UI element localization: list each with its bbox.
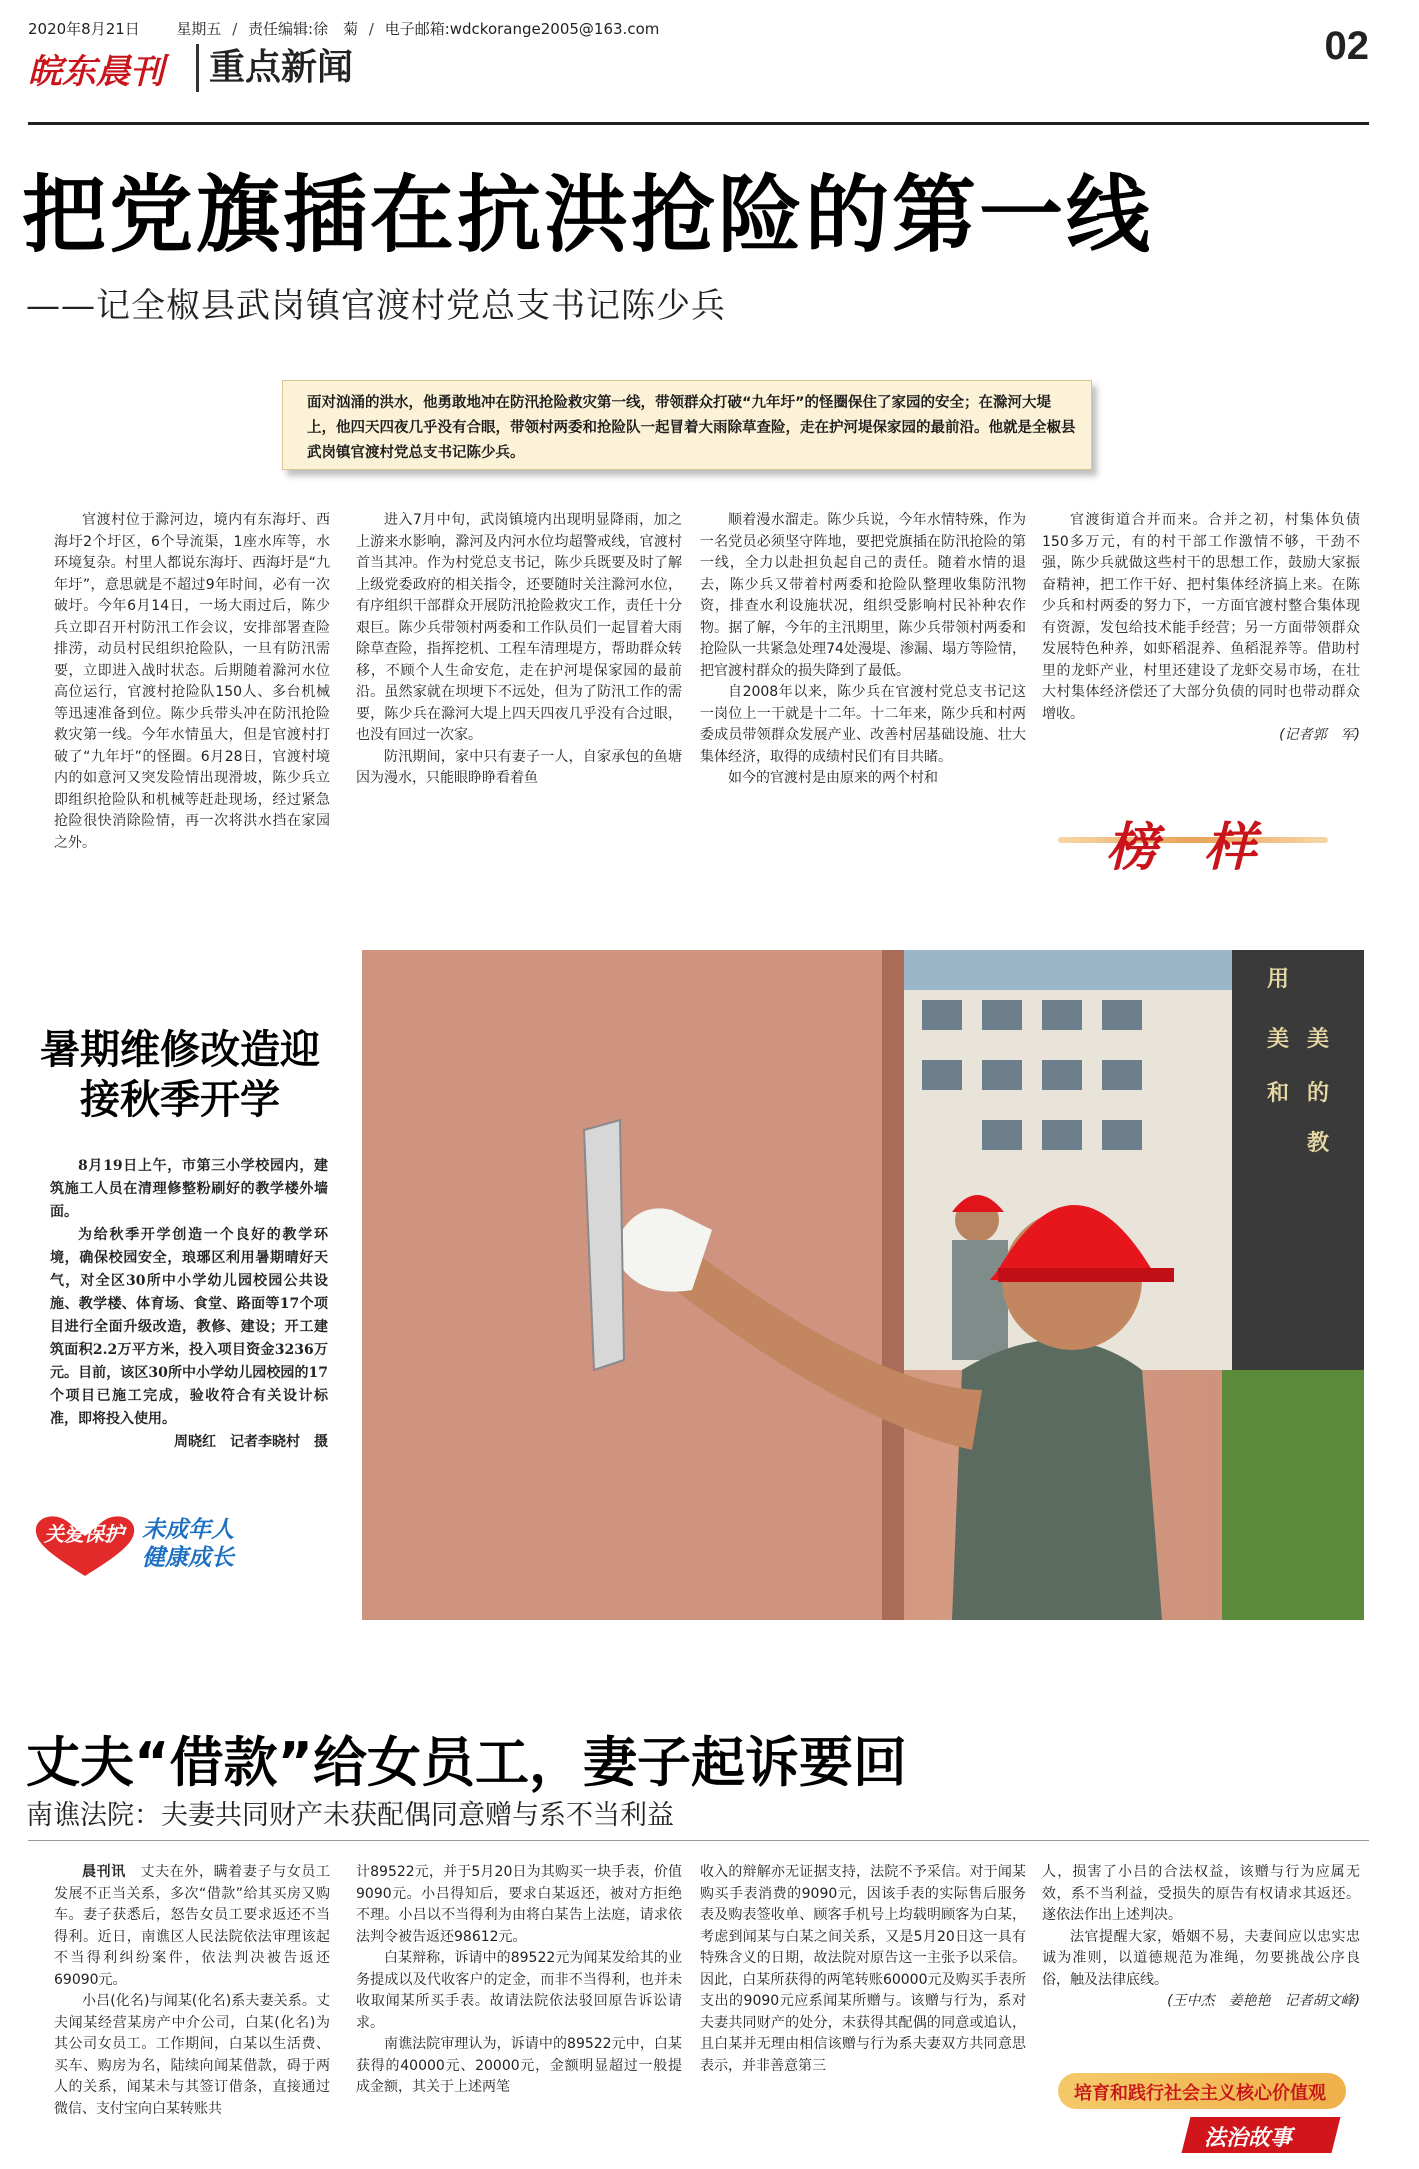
story3-paragraph: 法官提醒大家，婚姻不易，夫妻间应以忠实忠诚为准则，以道德规范为准绳，勿要挑战公序良俗，触及法律底线。 bbox=[1042, 1928, 1360, 1988]
story3-column-1 bbox=[54, 1862, 330, 2162]
logo-slogan-line: 健康成长 bbox=[142, 1545, 234, 1571]
story3-paragraph bbox=[54, 1862, 330, 1991]
story3-column-4 bbox=[1042, 1862, 1360, 2062]
rule-of-law-banner bbox=[1058, 2065, 1346, 2155]
logo-slogan-line: 未成年人 bbox=[142, 1517, 234, 1543]
logo-heart-text: 关爱保护 bbox=[44, 1522, 124, 1546]
story1-paragraph: 官渡街道合并而来。合并之初，村集体负债150多万元，有的村干部工作激情不够，干劲不强，陈少兵就做这些村干的思想工作，鼓励大家振奋精神，把工作干好、把村集体经济搞上来。在陈少兵和村两委的努力下，一方面官渡村整合集体现有资源，发包给技术能手经营；另一方面带领群众发展特色种养，如虾稻混养、鱼稻混养等。借助村里的龙虾产业，村里还建设了龙虾交易市场，在壮大村集体经济偿还了大部分负债的同时也带动群众增收。 bbox=[1042, 512, 1360, 722]
construction-photo bbox=[362, 950, 1364, 1620]
issue-date: 2020年8月21日 bbox=[28, 20, 140, 38]
photo-credit: 周晓红 记者李晓村 摄 bbox=[174, 1434, 328, 1450]
story3-paragraph: 收入的辩解亦无证据支持，法院不予采信。对于闻某购买手表消费的9090元，因该手表的实际售后服务表及购表签收单、顾客手机号上均载明顾客为白某，考虑到闻某与白某之间关系，又是5月20日这一具有特殊含义的日期，故法院对原告这一主张予以采信。因此，白某所获得的两笔转账60000元及购买手表所支出的9090元应系闻某所赠与。该赠与行为，系对夫妻共同财产的处分，未获得其配偶的同意或追认，且白某并无理由相信该赠与行为系夫妻双方共同意思表示，并非善意第三 bbox=[700, 1864, 1026, 2074]
construction-photo-art bbox=[362, 950, 1364, 1620]
section-title: 重点新闻 bbox=[196, 44, 353, 92]
paper-logo: 皖东晨刊 bbox=[28, 52, 164, 92]
issue-weekday: 星期五 bbox=[176, 20, 222, 38]
story3-column-3 bbox=[700, 1862, 1026, 2162]
story1-column-3 bbox=[700, 510, 1026, 882]
story1-column-2 bbox=[356, 510, 682, 882]
story3-paragraph: 人，损害了小吕的合法权益，该赠与行为应属无效，系不当利益，受损失的原告有权请求其返还。遂依法作出上述判决。 bbox=[1042, 1864, 1360, 1923]
main-subheadline: ——记全椒县武岗镇官渡村党总支书记陈少兵 bbox=[26, 286, 726, 326]
story3-byline: (王中杰 姜艳艳 记者胡文峰) bbox=[1167, 1993, 1360, 2009]
page-meta bbox=[28, 18, 659, 39]
wall-slogan-char: 教 bbox=[1307, 1130, 1330, 1156]
story3-dateline: 晨刊讯 bbox=[82, 1864, 126, 1880]
wall-slogan-char: 的 bbox=[1307, 1080, 1330, 1106]
photo-caption bbox=[50, 1155, 328, 1454]
wall-slogan-char: 和 bbox=[1267, 1080, 1290, 1106]
story3-paragraph: 计89522元，并于5月20日为其购买一块手表，价值9090元。小吕得知后，要求白某返还，被对方拒绝不理。小吕以不当得利为由将白某告上法庭，请求依法判令被告返还98612元。 bbox=[356, 1864, 682, 1945]
story3-paragraph: 小吕(化名)与闻某(化名)系夫妻关系。丈夫闻某经营某房产中介公司，白某(化名)为其公司女员工。工作期间，白某以生活费、买车、购房为名，陆续向闻某借款，碍于两人的关系，闻某未与其签订借条，直接通过微信、支付宝向白某转账共 bbox=[54, 1993, 330, 2117]
story1-paragraph: 官渡村位于滁河边，境内有东海圩、西海圩2个圩区，6个导流渠，1座水库等，水环境复杂。村里人都说东海圩、西海圩是“九年圩”，意思就是不超过9年时间，必有一次破圩。今年6月14日，一场大雨过后，陈少兵立即召开村防汛工作会议，安排部署查险排涝，动员村民组织抢险队，一旦有防汛需要，立即进入战时状态。后期随着滁河水位高位运行，官渡村抢险队150人、多台机械等迅速准备到位。陈少兵带头冲在防汛抢险救灾第一线。今年水情虽大，但是官渡村打破了“九年圩”的怪圈。6月28日，官渡村境内的如意河又突发险情出现滑坡，陈少兵立即组织抢险队和机械等赶赴现场，经过紧急抢险很快消除险情，再一次将洪水挡在家园之外。 bbox=[54, 512, 330, 851]
editor-email: 电子邮箱:wdckorange2005@163.com bbox=[384, 20, 660, 38]
court-story-subheadline: 南谯法院：夫妻共同财产未获配偶同意赠与系不当利益 bbox=[26, 1800, 674, 1831]
header-rule bbox=[28, 122, 1369, 125]
story3-paragraph: 白某辩称，诉请中的89522元为闻某发给其的业务提成以及代收客户的定金，而非不当得利，也并未收取闻某所买手表。故请法院依法驳回原告诉讼请求。 bbox=[356, 1950, 682, 2031]
story1-paragraph: 顺着漫水溜走。陈少兵说，今年水情特殊，作为一名党员必须坚守阵地，要把党旗插在防汛抢险的第一线，全力以赴担负起自己的责任。随着水情的退去，陈少兵又带着村两委和抢险队整理收集防汛物资，排查水利设施状况，组织受影响村民补种农作物。据了解，今年的主汛期里，陈少兵带领村两委和抢险队一共紧急处理74处漫堤、渗漏、塌方等险情，把官渡村群众的损失降到了最低。 bbox=[700, 512, 1026, 679]
editor-credit: 责任编辑:徐 菊 bbox=[248, 20, 359, 38]
story1-column-4 bbox=[1042, 510, 1360, 800]
banner-tag-text: 法治故事 bbox=[1204, 2126, 1293, 2151]
meta-divider bbox=[151, 20, 166, 38]
story1-paragraph: 自2008年以来，陈少兵在官渡村党总支书记这一岗位上一干就是十二年。十二年来，陈少兵和村两委成员带领群众发展产业、改善村居基础设施、壮大集体经济，取得的成绩村民们有目共睹。 bbox=[700, 684, 1026, 765]
wall-slogan-char: 美 bbox=[1307, 1026, 1330, 1052]
story3-column-2 bbox=[356, 1862, 682, 2162]
story1-column-1 bbox=[54, 510, 330, 882]
story3-paragraph: 南谯法院审理认为，诉请中的89522元中，白某获得的40000元、20000元，金额明显超过一般提成金额，其关于上述两笔 bbox=[356, 2036, 682, 2095]
wall-slogan-char: 用 bbox=[1267, 966, 1290, 992]
wall-slogan-char: 美 bbox=[1267, 1026, 1290, 1052]
photo-story-headline: 暑期维修改造迎接秋季开学 bbox=[40, 1027, 320, 1123]
meta-divider: / bbox=[368, 20, 374, 38]
story1-paragraph: 进入7月中旬，武岗镇境内出现明显降雨，加之上游来水影响，滁河及内河水位均超警戒线，官渡村首当其冲。作为村党总支书记，陈少兵既要及时了解上级党委政府的相关指令，还要随时关注滁河水位，有序组织干部群众开展防汛抢险救灾工作，责任十分艰巨。陈少兵带领村两委和工作队员们一起冒着大雨除草查险，指挥挖机、工程车清理堤方，帮助群众转移，不顾个人生命安危，走在护河堤保家园的最前沿。虽然家就在坝埂下不远处，但为了防汛工作的需要，陈少兵在滁河大堤上四天四夜几乎没有合过眼，也没有回过一次家。 bbox=[356, 512, 682, 743]
meta-divider: / bbox=[232, 20, 238, 38]
logo-slogan bbox=[142, 1516, 234, 1572]
court-story-headline: 丈夫“借款”给女员工，妻子起诉要回 bbox=[26, 1731, 907, 1794]
caption-paragraph: 为给秋季开学创造一个良好的教学环境，确保校园安全，琅琊区利用暑期晴好天气，对全区30所中小学幼儿园校园公共设施、教学楼、体育场、食堂、路面等17个项目进行全面升级改造，教修、建设；开工建筑面积2.2万平方米，投入项目资金3236万元。目前，该区30所中小学幼儿园校园的17个项目已施工完成，验收符合有关设计标准，即将投入使用。 bbox=[50, 1227, 328, 1427]
lead-paragraph: 面对汹涌的洪水，他勇敢地冲在防汛抢险救灾第一线，带领群众打破“九年圩”的怪圈保住了家园的安全；在滁河大堤上，他四天四夜几乎没有合眼，带领村两委和抢险队一起冒着大雨除草查险，走在护河堤保家园的最前沿。他就是全椒县武岗镇官渡村党总支书记陈少兵。 bbox=[282, 380, 1092, 470]
story3-lead-text: 丈夫在外，瞒着妻子与女员工发展不正当关系，多次“借款”给其买房又购车。妻子获悉后，怒告女员工要求返还不当得利。近日，南谯区人民法院依法审理该起不当得利纠纷案件，依法判决被告返还69090元。 bbox=[54, 1864, 330, 1988]
story1-byline: (记者郭 军) bbox=[1279, 727, 1360, 743]
page-number: 02 bbox=[1324, 24, 1369, 68]
main-headline: 把党旗插在抗洪抢险的第一线 bbox=[22, 166, 1154, 264]
caption-paragraph: 8月19日上午，市第三小学校园内，建筑施工人员在清理修整粉刷好的教学楼外墙面。 bbox=[50, 1158, 328, 1220]
story1-paragraph: 如今的官渡村是由原来的两个村和 bbox=[728, 770, 938, 786]
minor-protection-logo bbox=[30, 1510, 350, 1580]
badge-label: 榜 样 bbox=[1106, 817, 1271, 878]
banner-strip-text: 培育和践行社会主义核心价值观 bbox=[1074, 2083, 1326, 2104]
role-model-badge bbox=[1058, 805, 1328, 878]
section-divider bbox=[28, 1840, 1369, 1841]
story1-paragraph: 防汛期间，家中只有妻子一人，自家承包的鱼塘因为漫水，只能眼睁睁看着鱼 bbox=[356, 748, 682, 786]
